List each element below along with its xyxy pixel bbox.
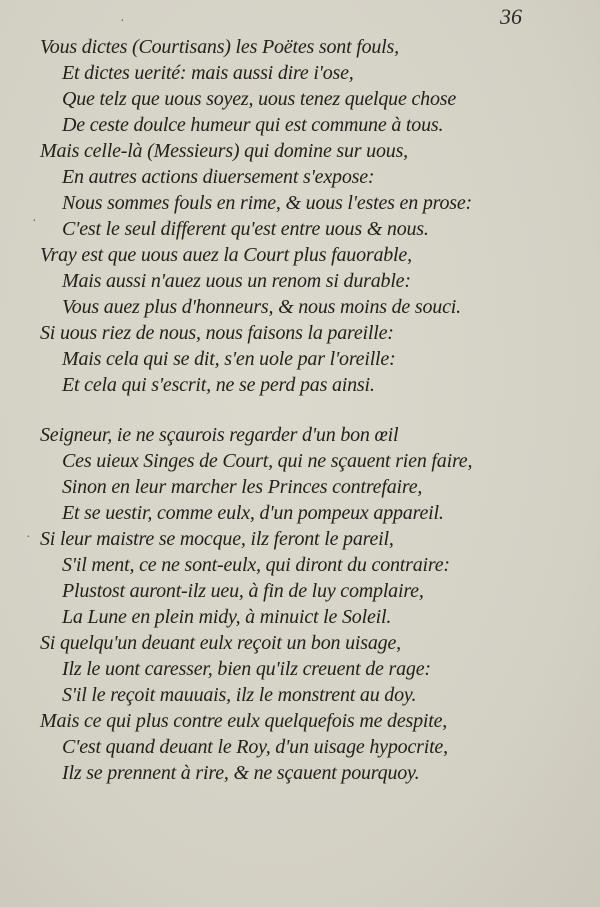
verse-line: Et cela qui s'escrit, ne se perd pas ainsi.: [62, 374, 375, 396]
verse-line: S'il le reçoit mauuais, ilz le monstrent au doy.: [62, 684, 417, 706]
verse-line: Ilz se prennent à rire, & ne sçauent pourquoy.: [62, 762, 420, 784]
verse-line: Nous sommes fouls en rime, & uous l'estes en prose:: [62, 192, 472, 214]
verse-line: Vous auez plus d'honneurs, & nous moins de souci.: [62, 296, 461, 318]
verse-line: Mais aussi n'auez uous un renom si durable:: [62, 270, 411, 292]
verse-line: Mais cela qui se dit, s'en uole par l'oreille:: [62, 348, 396, 370]
margin-mark: ·: [32, 214, 37, 229]
verse-line: En autres actions diuersement s'expose:: [62, 166, 375, 188]
verse-line: Ces uieux Singes de Court, qui ne sçauent rien faire,: [62, 450, 473, 472]
verse-line: Sinon en leur marcher les Princes contrefaire,: [62, 476, 423, 498]
verse-line: Que telz que uous soyez, uous tenez quelque chose: [62, 88, 456, 110]
verse-line: Mais celle-là (Messieurs) qui domine sur uous,: [40, 140, 408, 162]
margin-mark: ·: [120, 14, 125, 29]
page-number: 36: [500, 4, 522, 29]
verse-line: C'est le seul different qu'est entre uous & nous.: [62, 218, 429, 240]
verse-line: Si uous riez de nous, nous faisons la pareille:: [40, 322, 394, 344]
verse-line: La Lune en plein midy, à minuict le Soleil.: [62, 606, 392, 628]
verse-line: De ceste doulce humeur qui est commune à tous.: [62, 114, 444, 136]
verse-line: S'il ment, ce ne sont-eulx, qui diront du contraire:: [62, 554, 450, 576]
verse-line: Mais ce qui plus contre eulx quelquefois me despite,: [40, 710, 448, 732]
verse-line: Ilz le uont caresser, bien qu'ilz creuent de rage:: [62, 658, 431, 680]
verse-line: Et dictes uerité: mais aussi dire i'ose,: [62, 62, 354, 84]
verse-line: Seigneur, ie ne sçaurois regarder d'un bon œil: [40, 424, 399, 446]
verse-line: Si quelqu'un deuant eulx reçoit un bon uisage,: [40, 632, 401, 654]
verse-line: Vray est que uous auez la Court plus fauorable,: [40, 244, 412, 266]
margin-mark: ·: [26, 530, 31, 545]
verse-line: Si leur maistre se mocque, ilz feront le pareil,: [40, 528, 394, 550]
verse-line: C'est quand deuant le Roy, d'un uisage hypocrite,: [62, 736, 448, 758]
verse-line: Plustost auront-ilz ueu, à fin de luy complaire,: [62, 580, 424, 602]
verse-line: Vous dictes (Courtisans) les Poëtes sont fouls,: [40, 36, 399, 58]
verse-line: Et se uestir, comme eulx, d'un pompeux appareil.: [62, 502, 444, 524]
